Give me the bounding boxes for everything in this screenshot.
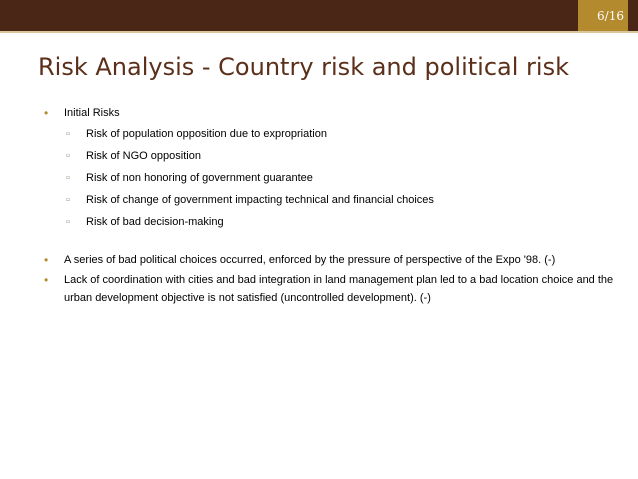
page-number: 6/16: [597, 9, 624, 23]
bullet-initial-risks: [44, 104, 624, 122]
sub-item-text: Risk of population opposition due to expropriation: [86, 128, 327, 140]
bullet-coordination: [44, 271, 624, 307]
sub-bullet-icon: ▫: [66, 216, 70, 228]
sub-item-1: [44, 125, 624, 147]
sub-bullet-icon: ▫: [66, 150, 70, 162]
sub-item-text: Risk of NGO opposition: [86, 150, 201, 162]
page-badge: [578, 0, 628, 31]
sub-item-3: [44, 169, 624, 191]
bullet-political-choices: [44, 251, 624, 269]
sub-item-text: Risk of non honoring of government guarantee: [86, 172, 313, 184]
top-banner: [0, 0, 638, 31]
spacer: [44, 235, 624, 251]
slide-content: [44, 104, 624, 307]
sub-bullet-icon: ▫: [66, 172, 70, 184]
bullet-dot-icon: •: [44, 253, 49, 267]
bullet-dot-icon: •: [44, 273, 49, 287]
sub-item-4: [44, 191, 624, 213]
sub-item-2: [44, 147, 624, 169]
sub-bullet-icon: ▫: [66, 128, 70, 140]
banner-border: [0, 31, 638, 39]
bullet-text: Initial Risks: [64, 107, 120, 119]
sub-bullet-icon: ▫: [66, 194, 70, 206]
sub-item-text: Risk of bad decision-making: [86, 216, 224, 228]
sub-item-5: [44, 213, 624, 235]
bullet-text: Lack of coordination with cities and bad integration in land management plan led to a bad location choice and the urban development objective is not satisfied (uncontrolled development). (-): [64, 274, 614, 304]
slide-title: Risk Analysis - Country risk and political risk: [38, 53, 569, 81]
initial-risks-sublist: [44, 125, 624, 235]
bullet-dot-icon: •: [44, 106, 49, 120]
sub-item-text: Risk of change of government impacting technical and financial choices: [86, 194, 434, 206]
bullet-text: A series of bad political choices occurred, enforced by the pressure of perspective of the Expo '98. (-): [64, 254, 556, 266]
